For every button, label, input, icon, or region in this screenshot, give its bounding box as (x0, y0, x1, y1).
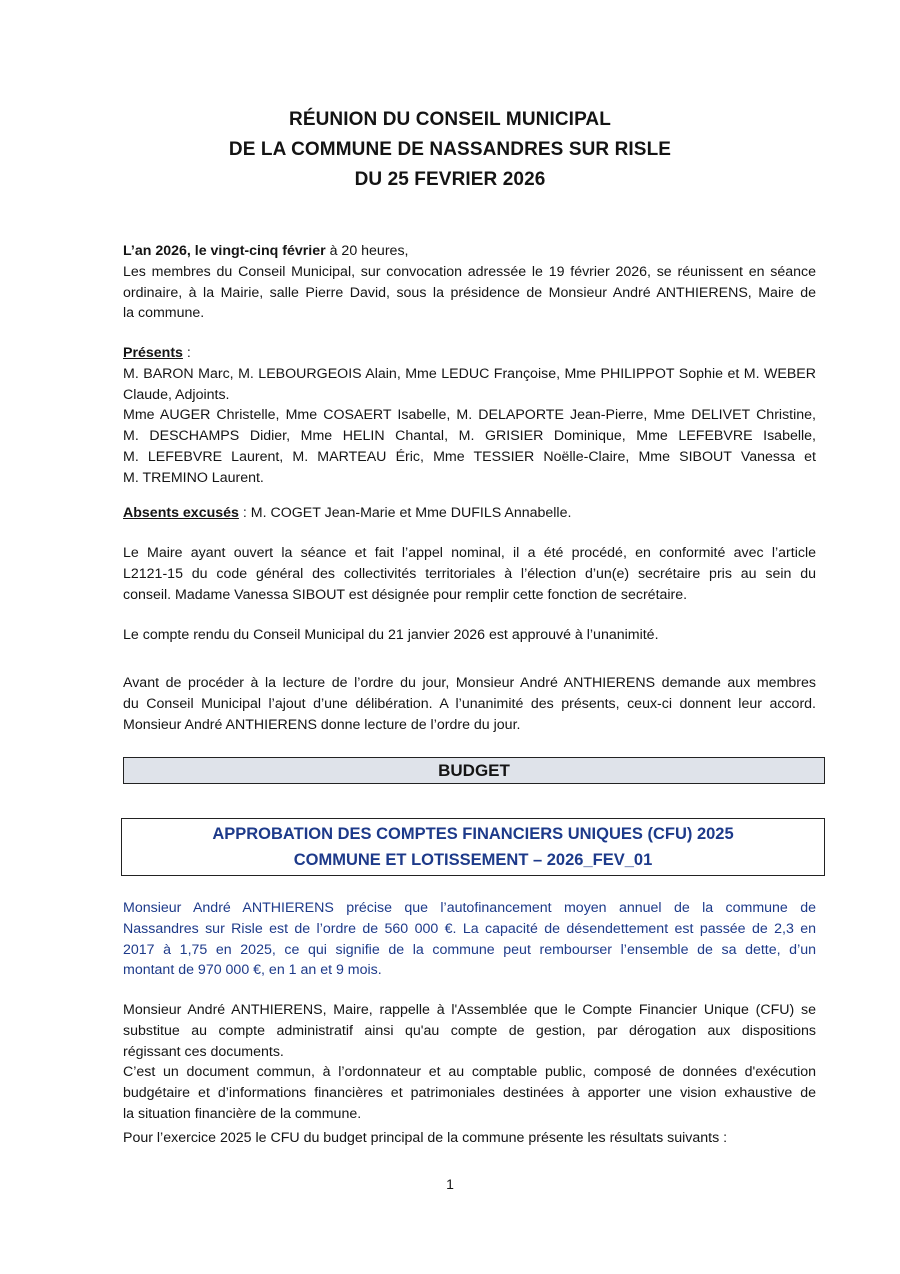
intro-line: la commune. (123, 305, 205, 322)
title-line-3: DU 25 FEVRIER 2026 (354, 169, 546, 190)
intro-paragraph (123, 241, 816, 324)
intro-line: ordinaire, à la Mairie, salle Pierre David, sous la présidence de Monsieur André ANTHIERENS, Maire de (123, 284, 816, 301)
title-line-1: RÉUNION DU CONSEIL MUNICIPAL (289, 109, 611, 130)
secretaire-line: Le Maire ayant ouvert la séance et fait l’appel nominal, il a été procédé, en conformité avec l’article (123, 545, 816, 561)
absents-paragraph (123, 503, 816, 524)
deliberation-title-line-2: COMMUNE ET LOTISSEMENT – 2026_FEV_01 (293, 851, 653, 869)
presents-suffix: : (182, 345, 191, 361)
intro-date-bold: L’an 2026, le vingt-cinq février (123, 243, 326, 259)
document-commun-paragraph (123, 1062, 816, 1124)
autofinancement-line: 2017 à 1,75 en 2025, ce qui signifie de la commune peut rembourser l’ensemble de sa dette, d’un (123, 941, 816, 958)
document-commun-line: C’est un document commun, à l’ordonnateur et au comptable public, composé de données d'exécution (123, 1064, 816, 1080)
ordre-du-jour-line: Avant de procéder à la lecture de l’ordre du jour, Monsieur André ANTHIERENS demande aux membres (123, 675, 816, 691)
absents-text: : M. COGET Jean-Marie et Mme DUFILS Annabelle. (238, 505, 572, 521)
ordre-du-jour-paragraph (123, 673, 816, 735)
secretaire-paragraph (123, 543, 816, 605)
autofinancement-line: Monsieur André ANTHIERENS précise que l’autofinancement moyen annuel de la commune de (123, 900, 816, 916)
cfu-rappel-line: substitue au compte administratif ainsi qu'au compte de gestion, par dérogation aux dispositions (123, 1022, 816, 1039)
intro-date-line (123, 241, 816, 262)
deliberation-title-line-1: APPROBATION DES COMPTES FINANCIERS UNIQUES (CFU) 2025 (212, 825, 734, 843)
section-heading-budget: BUDGET (123, 757, 825, 784)
presents-label: Présents (123, 345, 183, 361)
presents-heading (123, 343, 816, 364)
cfu-rappel-line: Monsieur André ANTHIERENS, Maire, rappelle à l'Assemblée que le Compte Financier Unique (CFU) se (123, 1002, 816, 1018)
presents-line: M. BARON Marc, M. LEBOURGEOIS Alain, Mme LEDUC Françoise, Mme PHILIPPOT Sophie et M. WEBER (123, 365, 816, 382)
presents-line: Mme AUGER Christelle, Mme COSAERT Isabelle, M. DELAPORTE Jean-Pierre, Mme DELIVET Christine, (123, 407, 816, 424)
document-commun-line: budgétaire et d’informations financières et patrimoniales destinées à apporter une vision exhaustive de (123, 1084, 816, 1101)
autofinancement-line: montant de 970 000 €, en 1 an et 9 mois. (123, 962, 382, 979)
page-title (0, 105, 900, 195)
presents-line: M. DESCHAMPS Didier, Mme HELIN Chantal, M. GRISIER Dominique, Mme LEFEBVRE Isabelle, (123, 428, 816, 445)
presents-line: Claude, Adjoints. (123, 386, 230, 403)
page-number: 1 (446, 1176, 454, 1192)
deliberation-title-box (121, 818, 825, 876)
presents-line: M. TREMINO Laurent. (123, 469, 264, 486)
autofinancement-paragraph (123, 898, 816, 981)
exercice-paragraph: Pour l’exercice 2025 le CFU du budget principal de la commune présente les résultats suivants : (123, 1130, 728, 1146)
intro-date-rest: à 20 heures, (325, 243, 409, 259)
cfu-rappel-paragraph (123, 1000, 816, 1062)
intro-line: Les membres du Conseil Municipal, sur convocation adressée le 19 février 2026, se réunissent en séance (123, 263, 816, 280)
secretaire-line: L2121-15 du code général des collectivités territoriales à l’élection d’un(e) secrétaire pris au sein du (123, 565, 816, 582)
document-commun-line: la situation financière de la commune. (123, 1105, 362, 1122)
absents-label: Absents excusés (123, 505, 239, 521)
cfu-rappel-line: régissant ces documents. (123, 1043, 284, 1060)
ordre-du-jour-line: Monsieur André ANTHIERENS donne lecture de l’ordre du jour. (123, 716, 521, 733)
presents-paragraph (123, 343, 816, 489)
title-line-2: DE LA COMMUNE DE NASSANDRES SUR RISLE (228, 139, 672, 160)
autofinancement-line: Nassandres sur Risle est de l’ordre de 560 000 €. La capacité de désendettement est passée de 2,3 en (123, 920, 816, 937)
presents-line: M. LEFEBVRE Laurent, M. MARTEAU Éric, Mme TESSIER Noëlle-Claire, Mme SIBOUT Vanessa et (123, 448, 816, 465)
ordre-du-jour-line: du Conseil Municipal l’ajout d’une délibération. A l’unanimité des présents, ceux-ci donnent leur accord. (123, 695, 816, 712)
secretaire-line: conseil. Madame Vanessa SIBOUT est désignée pour remplir cette fonction de secrétaire. (123, 586, 688, 603)
compte-rendu-paragraph: Le compte rendu du Conseil Municipal du 21 janvier 2026 est approuvé à l’unanimité. (123, 627, 659, 643)
